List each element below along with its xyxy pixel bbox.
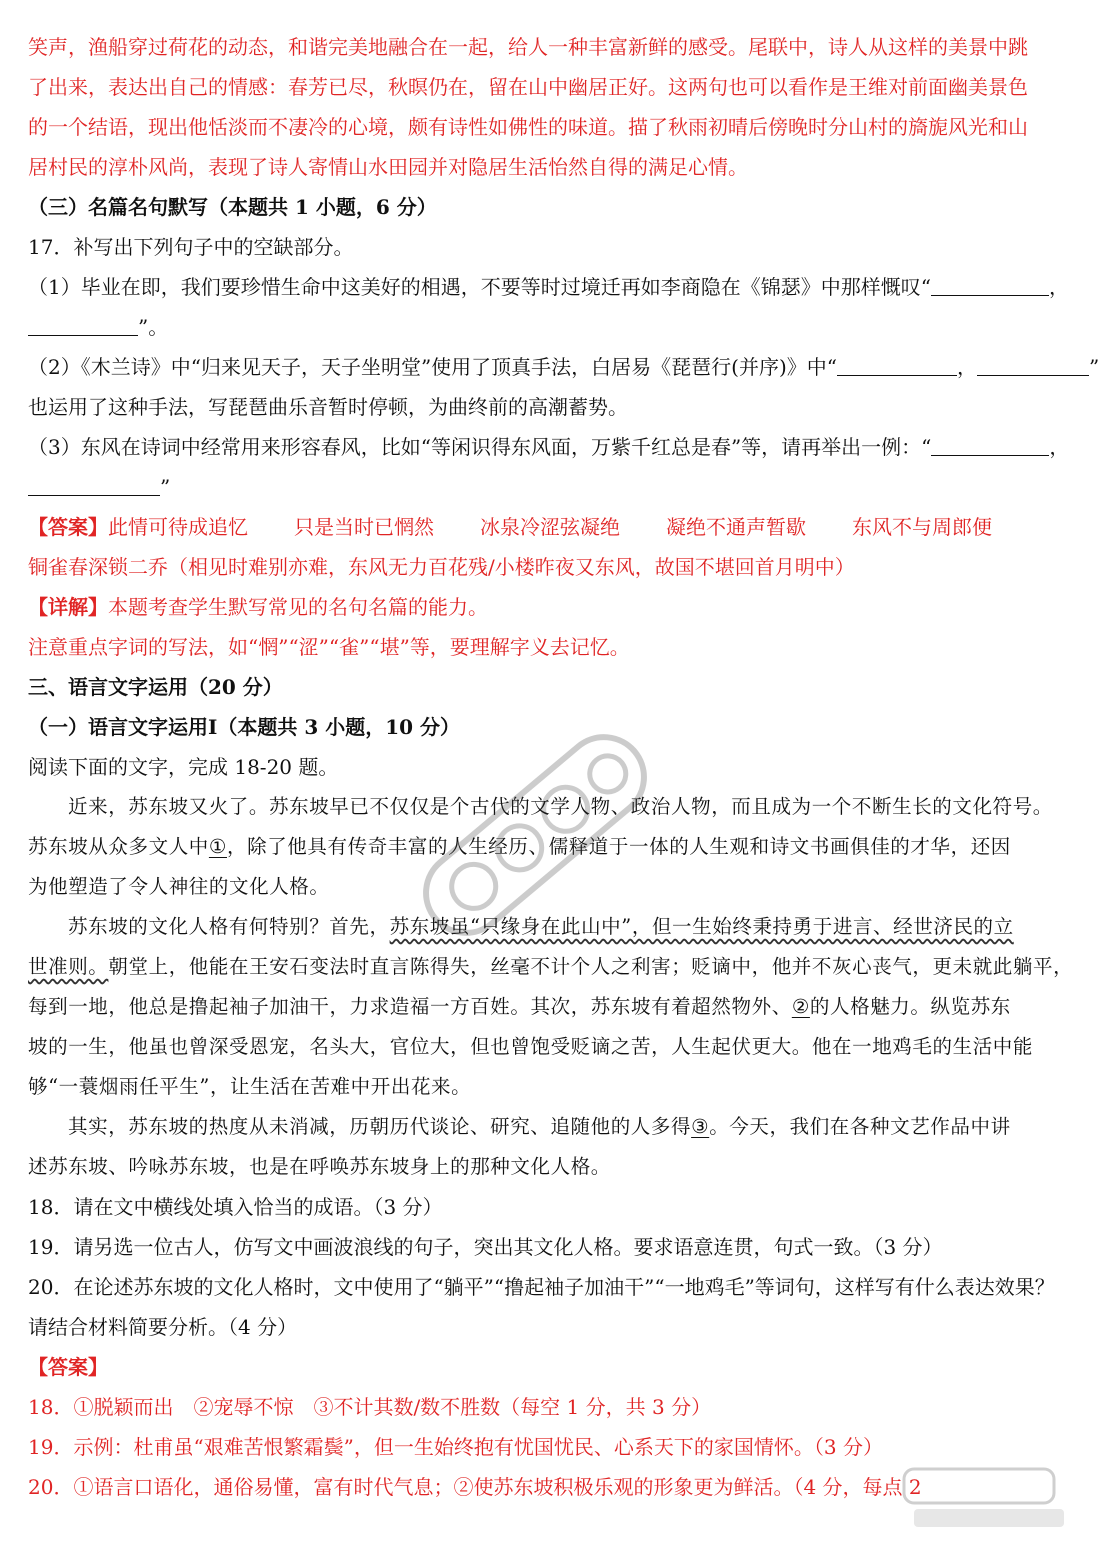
passage-line: 述苏东坡、吟咏苏东坡，也是在呼唤苏东坡身上的那种文化人格。 <box>28 1155 611 1178</box>
passage-line: 为他塑造了令人神往的文化人格。 <box>28 875 330 898</box>
question-17-part-1 <box>28 273 1069 301</box>
passage-text: ，除了他具有传奇丰富的人生经历、儒释道于一体的人生观和诗文书画俱佳的才华，还因 <box>227 835 1011 858</box>
blank-1[interactable]: ① <box>208 835 227 858</box>
blank-3[interactable]: ③ <box>691 1115 710 1138</box>
answer-item: 东风不与周郎便 <box>852 515 992 539</box>
question-20: 20．在论述苏东坡的文化人格时，文中使用了“躺平”“撸起袖子加油干”“一地鸡毛”等词句，这样写有什么表达效果？ <box>28 1275 1055 1299</box>
fill-blank[interactable] <box>28 315 138 336</box>
answer-label: 【答案】 <box>28 1355 108 1379</box>
question-20-cont: 请结合材料简要分析。（4 分） <box>28 1315 298 1339</box>
answer-20: 20．①语言口语化，通俗易懂，富有时代气息；②使苏东坡积极乐观的形象更为鲜活。（4 分，每点 2 <box>28 1475 922 1499</box>
passage-line <box>28 833 1050 861</box>
detail-text: 本题考查学生默写常见的名句名篇的能力。 <box>108 595 488 619</box>
q17-detail <box>28 593 1050 621</box>
q17-detail-note: 注意重点字词的写法，如“惘”“涩”“雀”“堪”等，要理解字义去记忆。 <box>28 635 630 659</box>
answer-text-line: 了出来，表达出自己的情感：春芳已尽，秋暝仍在，留在山中幽居正好。这两句也可以看作是王维对前面幽美景色 <box>28 75 1028 99</box>
q17-p3-end: ” <box>160 475 171 499</box>
passage-text: 。今天，我们在各种文艺作品中讲 <box>709 1115 1011 1138</box>
passage-line: 够“一蓑烟雨任平生”，让生活在苦难中开出花来。 <box>28 1075 472 1098</box>
q17-p1-comma: ， <box>1048 275 1069 299</box>
reading-instruction: 阅读下面的文字，完成 18-20 题。 <box>28 755 339 779</box>
q17-p1-end: ”。 <box>138 315 169 339</box>
passage-line <box>28 913 1050 941</box>
section-heading: （三）名篇名句默写（本题共 1 小题，6 分） <box>28 195 437 219</box>
question-17-part-2-cont: 也运用了这种手法，写琵琶曲乐音暂时停顿，为曲终前的高潮蓄势。 <box>28 395 628 419</box>
passage-line <box>28 953 1074 981</box>
blank-2[interactable]: ② <box>791 995 810 1018</box>
answer-19: 19．示例：杜甫虽“艰难苦恨繁霜鬓”，但一生始终抱有忧国忧民、心系天下的家国情怀。（3 分） <box>28 1435 883 1459</box>
passage-text: 的人格魅力。纵览苏东 <box>809 995 1011 1018</box>
passage-line: 近来，苏东坡又火了。苏东坡早已不仅仅是个古代的文学人物、政治人物，而且成为一个不断生长的文化符号。 <box>68 795 1053 818</box>
wavy-underlined-sentence: 世准则。 <box>28 955 109 978</box>
answer-18: 18．①脱颖而出 ②宠辱不惊 ③不计其数/数不胜数（每空 1 分，共 3 分） <box>28 1395 712 1419</box>
question-18: 18．请在文中横线处填入恰当的成语。（3 分） <box>28 1195 443 1219</box>
detail-label: 【详解】 <box>28 595 108 619</box>
passage-line <box>28 1113 1050 1141</box>
q17-p2-text: （2）《木兰诗》中“归来见天子，天子坐明堂”使用了顶真手法，白居易《琵琶行(并序)》中“ <box>28 355 838 379</box>
wavy-underlined-sentence: 苏东坡虽“只缘身在此山中”，但一生始终秉持勇于进言、经世济民的立 <box>389 915 1014 938</box>
passage-text: 苏东坡的文化人格有何特别？首先， <box>68 915 390 938</box>
q17-answer-line-2: 铜雀春深锁二乔（相见时难别亦难，东风无力百花残/小楼昨夜又东风，故国不堪回首月明中） <box>28 555 855 579</box>
q17-p2-comma: ， <box>957 355 978 379</box>
answer-label: 【答案】 <box>28 515 108 539</box>
passage-text: 苏东坡从众多文人中 <box>28 835 209 858</box>
answer-item: 只是当时已惘然 <box>294 515 434 539</box>
answer-text-line: 笑声，渔船穿过荷花的动态，和谐完美地融合在一起，给人一种丰富新鲜的感受。尾联中，诗人从这样的美景中跳 <box>28 35 1028 59</box>
fill-blank[interactable] <box>931 435 1049 456</box>
q17-p3-comma: ， <box>1049 435 1070 459</box>
answer-item: 此情可待成追忆 <box>108 515 248 539</box>
fill-blank[interactable] <box>837 355 957 376</box>
question-17-part-1-cont <box>28 313 1050 341</box>
question-17-part-3-cont <box>28 473 1050 501</box>
subsection-heading: （一）语言文字运用Ⅰ（本题共 3 小题，10 分） <box>28 715 460 739</box>
question-19: 19．请另选一位古人，仿写文中画波浪线的句子，突出其文化人格。要求语意连贯，句式一致。（3 分） <box>28 1235 943 1259</box>
fill-blank[interactable] <box>28 475 160 496</box>
question-17-part-2 <box>28 353 1099 381</box>
fill-blank[interactable] <box>931 275 1049 296</box>
answer-item: 冰泉冷涩弦凝绝 <box>480 515 620 539</box>
part-heading: 三、语言文字运用（20 分） <box>28 675 283 699</box>
q17-p2-close: ” <box>1089 355 1099 379</box>
q17-p3-text: （3）东风在诗词中经常用来形容春风，比如“等闲识得东风面，万紫千红总是春”等，请再举出一例：“ <box>28 435 932 459</box>
passage-line <box>28 993 1050 1021</box>
answer-item: 凝绝不通声暂歇 <box>666 515 806 539</box>
q17-p1-text: （1）毕业在即，我们要珍惜生命中这美好的相遇，不要等时过境迁再如李商隐在《锦瑟》中那样慨叹“ <box>28 275 931 299</box>
passage-text: 其实，苏东坡的热度从未消减，历朝历代谈论、研究、追随他的人多得 <box>68 1115 692 1138</box>
corner-watermark-logo <box>900 1463 1070 1533</box>
question-17-part-3 <box>28 433 1070 461</box>
question-17-stem: 17．补写出下列句子中的空缺部分。 <box>28 235 354 259</box>
answer-text-line: 居村民的淳朴风尚，表现了诗人寄情山水田园并对隐居生活怡然自得的满足心情。 <box>28 155 748 179</box>
q17-answer <box>28 513 1050 541</box>
passage-text: 每到一地，他总是撸起袖子加油干，力求造福一方百姓。其次，苏东坡有着超然物外、 <box>28 995 792 1018</box>
answer-text-line: 的一个结语，现出他恬淡而不凄冷的心境，颇有诗性如佛性的味道。描了秋雨初晴后傍晚时分山村的旖旎风光和山 <box>28 115 1028 139</box>
passage-line: 坡的一生，他虽也曾深受恩宠，名头大，官位大，但也曾饱受贬谪之苦，人生起伏更大。他在一地鸡毛的生活中能 <box>28 1035 1034 1058</box>
fill-blank[interactable] <box>977 355 1089 376</box>
passage-text: 朝堂上，他能在王安石变法时直言陈得失，丝毫不计个人之利害；贬谪中，他并不灰心丧气，更未就此躺平， <box>108 955 1074 978</box>
